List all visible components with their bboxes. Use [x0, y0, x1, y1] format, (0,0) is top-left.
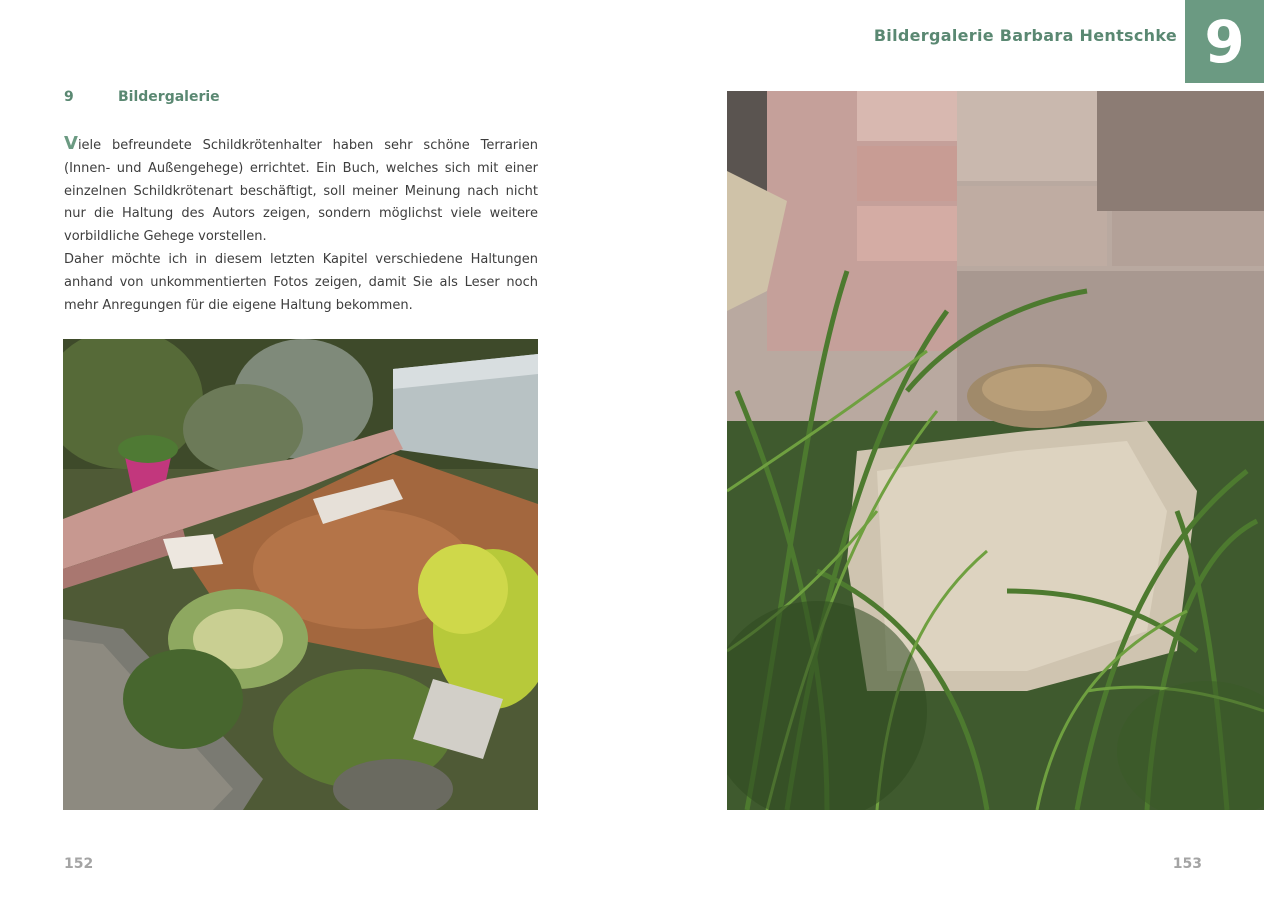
section-number: 9 — [64, 89, 74, 105]
enclosure-photo — [63, 339, 538, 810]
section-title: Bildergalerie — [118, 89, 220, 105]
right-page — [632, 0, 1264, 898]
tortoise-photo — [727, 91, 1264, 810]
paragraph-2: Daher möchte ich in diesem letzten Kapitel verschiedene Haltungen anhand von unkommentierten Fotos zeigen, damit Sie als Leser noch mehr Anregungen für die eigene Haltung bekommen. — [64, 251, 538, 313]
body-text — [64, 133, 538, 317]
paragraph-1 — [64, 133, 538, 249]
page-number-left: 152 — [64, 856, 94, 872]
running-head: Bildergalerie Barbara Hentschke — [873, 26, 1177, 45]
drop-cap: V — [64, 133, 78, 154]
paragraph-1-text: iele befreundete Schildkrötenhalter haben sehr schöne Terrarien (Innen- und Außengehege) errichtet. Ein Buch, welches sich mit einer einzelnen Schildkrötenart beschäftigt, soll meiner Meinung nach nicht nur die Haltung des Autors zeigen, sondern möglichst viele weitere vorbildliche Gehege vorstellen. — [64, 138, 538, 245]
page-number-right: 153 — [1172, 856, 1202, 872]
chapter-tab: 9 — [1185, 0, 1264, 83]
